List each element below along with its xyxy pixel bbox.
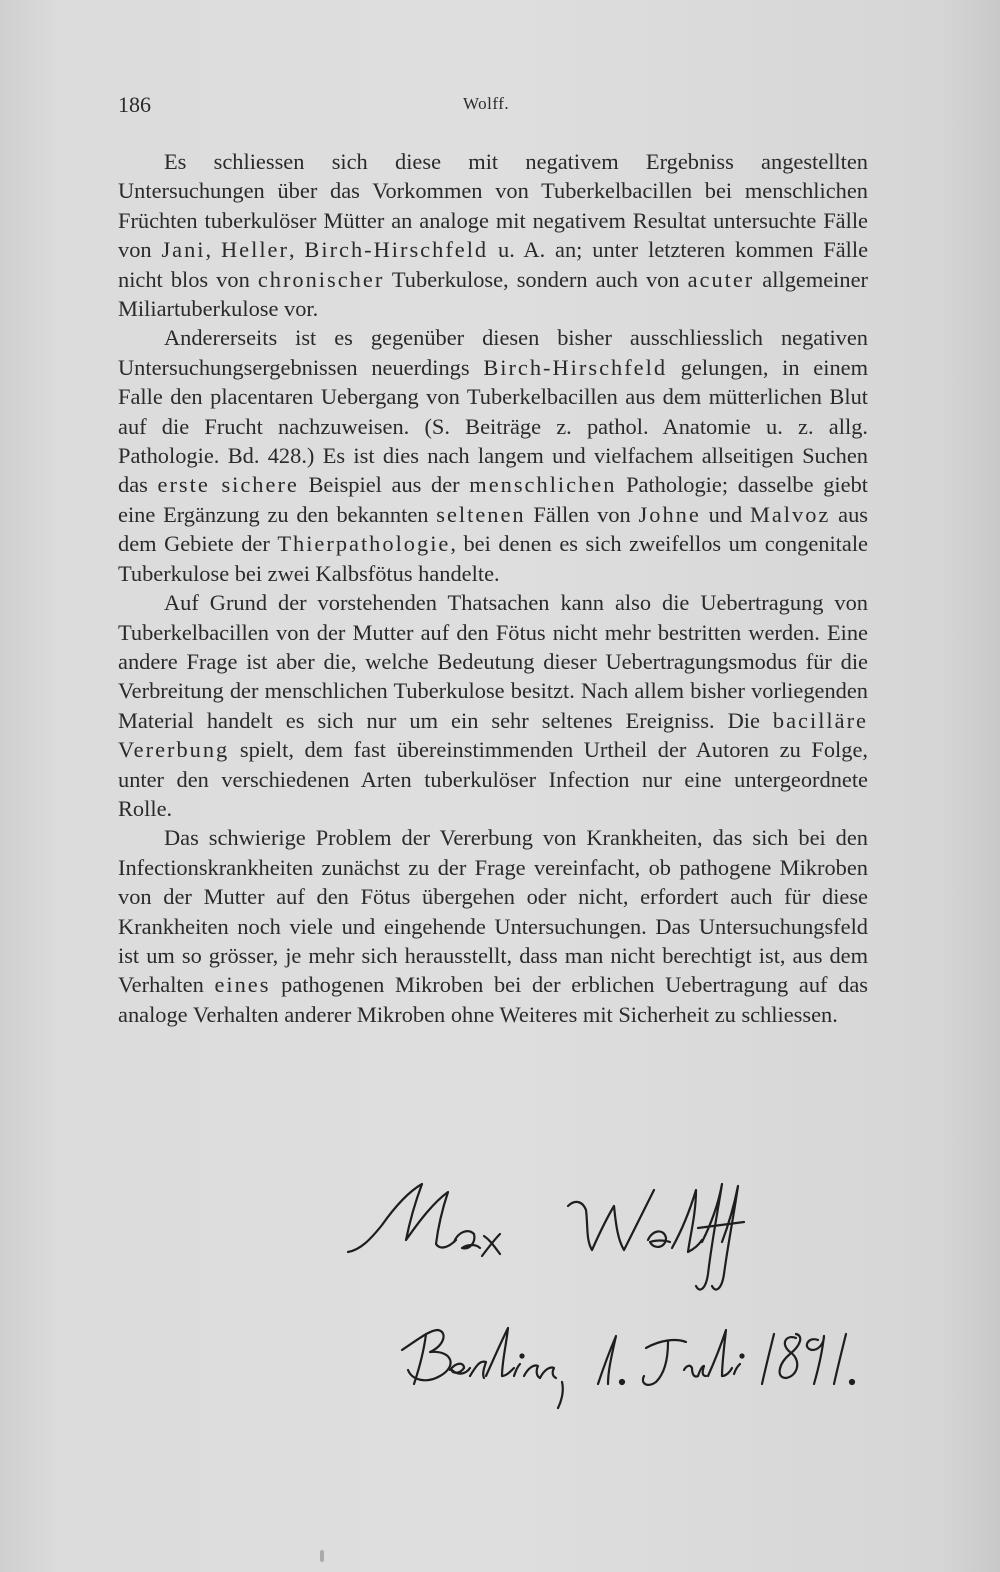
text-run: , bei denen es sich zweifellos um congenitale Tuberkulose bei zwei Kalbsfötus handelte. [118, 531, 868, 586]
body-text [118, 147, 868, 1029]
page-number: 186 [118, 92, 151, 117]
text-run: Pathologie; dasselbe giebt eine Ergänzung zu den bekannten [118, 472, 868, 527]
spaced-emphasis: Johne [638, 501, 701, 527]
text-run: Es schliessen sich diese mit negativem Ergebniss angestellten Untersuchungen über das Vorkommen von Tuberkelbacillen bei menschlichen Früchten tuberkulöser Mütter an analoge mit negativem Resultat untersuchte Fälle von [118, 149, 868, 263]
spaced-emphasis: Birch-Hirschfeld [483, 354, 668, 380]
text-run: gelungen, in einem Falle den placentaren Uebergang von Tuberkelbacillen aus dem mütterlichen Blut auf die Frucht nachzuweisen. (S. Beiträge z. pathol. Anatomie u. z. allg. Pathologie. Bd. 428.) Es ist dies nach langem und vielfachem allseitigen Suchen das [118, 354, 868, 498]
text-run: Fällen von [525, 501, 639, 527]
spaced-emphasis: bacilläre Vererbung [118, 707, 868, 763]
text-run: Tuberkulose, sondern auch von [384, 266, 688, 292]
text-run: Andererseits ist es gegenüber diesen bisher ausschliesslich negativen Untersuchungsergebnissen neuerdings [118, 325, 868, 380]
text-run: allgemeiner Miliartuberkulose vor. [118, 266, 868, 322]
paragraph [118, 323, 868, 588]
text-run: pathogenen Mikroben bei der erblichen Uebertragung auf das analoge Verhalten anderer Mikroben ohne Weiteres mit Sicherheit zu schliessen. [118, 972, 868, 1027]
paragraph [118, 147, 868, 323]
spaced-emphasis: Malvoz [749, 501, 831, 527]
scan-speck [320, 1550, 324, 1562]
running-head [118, 92, 868, 126]
text-run: Auf Grund der vorstehenden Thatsachen kann also die Uebertragung von Tuberkelbacillen von der Mutter auf den Fötus nicht mehr bestritten werden. Eine andere Frage ist aber die, welche Bedeutung dieser Uebertragungsmodus für die Verbreitung der menschlichen Tuberkulose besitzt. Nach allem bisher vorliegenden Material handelt es sich nur um ein sehr seltenes Ereigniss. Die [118, 590, 868, 733]
text-run: , [205, 237, 221, 263]
signature-drawing [330, 1170, 890, 1430]
spaced-emphasis: Heller [221, 237, 289, 263]
text-run: aus dem Gebiete der [118, 501, 868, 557]
text-run: spielt, dem fast übereinstimmenden Urtheil der Autoren zu Folge, unter den verschiedenen Arten tuberkulöser Infection nur eine untergeordnete Rolle. [118, 737, 868, 821]
spaced-emphasis: erste sichere [157, 472, 299, 498]
text-run: , [288, 237, 305, 263]
text-run: Das schwierige Problem der Vererbung von Krankheiten, das sich bei den Infectionskrankheiten zunächst zu der Frage vereinfacht, ob pathogene Mikroben von der Mutter auf den Fötus übergehen oder nicht, erfordert auch für diese Krankheiten noch viele und eingehende Untersuchungen. Das Untersuchungsfeld ist um so grösser, je mehr sich herausstellt, dass man nicht berechtigt ist, aus dem Verhalten [118, 825, 868, 998]
handwritten-signature [330, 1170, 890, 1430]
spaced-emphasis: eines [214, 972, 271, 998]
spaced-emphasis: Thierpathologie [277, 531, 451, 557]
spaced-emphasis: chronischer [257, 266, 385, 292]
paragraph [118, 823, 868, 1029]
spaced-emphasis: seltenen [436, 501, 526, 527]
running-title: Wolff. [463, 94, 510, 113]
paragraph [118, 588, 868, 823]
spaced-emphasis: Birch-Hirschfeld [304, 237, 489, 263]
text-run: Beispiel aus der [298, 472, 470, 498]
spaced-emphasis: Jani [161, 237, 206, 263]
spaced-emphasis: menschlichen [469, 472, 617, 498]
text-run: u. A. an; unter letzteren kommen Fälle nicht blos von [118, 237, 869, 292]
text-run: und [700, 501, 750, 527]
spaced-emphasis: acuter [687, 266, 755, 292]
